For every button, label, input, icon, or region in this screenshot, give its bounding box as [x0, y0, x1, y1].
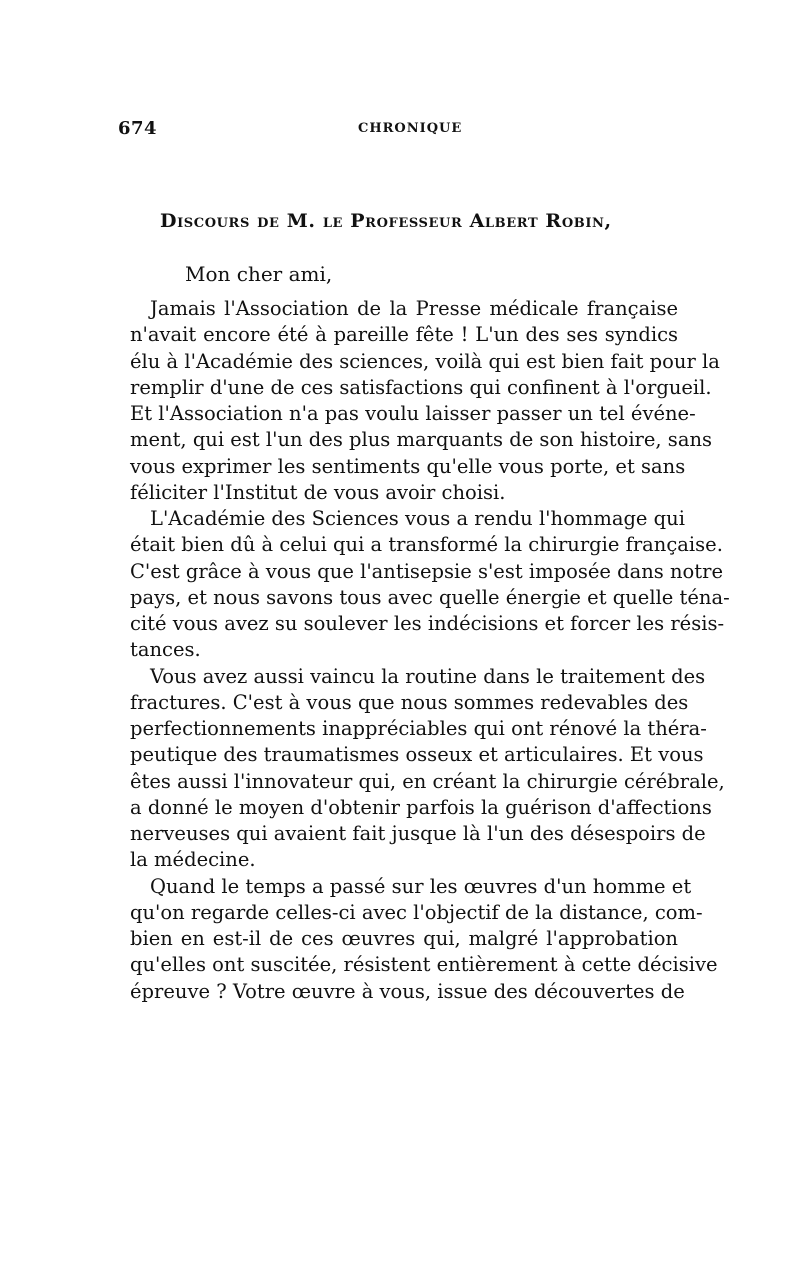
text-line: perfectionnements inappréciables qui ont rénové la théra-: [130, 717, 707, 740]
running-head: CHRONIQUE: [358, 121, 463, 136]
text-line: remplir d'une de ces satisfactions qui confinent à l'orgueil.: [130, 375, 712, 399]
text-line: était bien dû à celui qui a transformé la chirurgie française.: [130, 533, 723, 557]
text-line: épreuve ? Votre œuvre à vous, issue des découvertes de: [130, 979, 685, 1003]
text-line: qu'elles ont suscitée, résistent entièrement à cette décisive: [130, 953, 718, 977]
text-line: vous exprimer les sentiments qu'elle vous porte, et sans: [130, 454, 686, 478]
text-line: cité vous avez su soulever les indécisions et forcer les résis-: [130, 612, 725, 635]
text-line: Vous avez aussi vaincu la routine dans le traitement des: [150, 664, 706, 688]
page-header: [118, 118, 678, 142]
body-text: [130, 296, 730, 1005]
text-line: n'avait encore été à pareille fête ! L'un des ses syndics: [130, 323, 678, 347]
text-line: Quand le temps a passé sur les œuvres d'un homme et: [150, 874, 692, 898]
section-title: Discours de M. le Professeur Albert Robin,: [160, 210, 612, 232]
page-number: 674: [118, 118, 158, 139]
text-line: bien en est-il de ces œuvres qui, malgré l'approbation: [130, 927, 678, 950]
text-line: L'Académie des Sciences vous a rendu l'hommage qui: [150, 507, 685, 530]
text-line: êtes aussi l'innovateur qui, en créant la chirurgie cérébrale,: [130, 769, 725, 793]
text-line: qu'on regarde celles-ci avec l'objectif de la distance, com-: [130, 900, 703, 924]
text-line: élu à l'Académie des sciences, voilà qui est bien fait pour la: [130, 349, 720, 373]
text-line: a donné le moyen d'obtenir parfois la guérison d'affections: [130, 795, 712, 819]
text-line: C'est grâce à vous que l'antisepsie s'est imposée dans notre: [130, 559, 723, 583]
text-line: nerveuses qui avaient fait jusque là l'un des désespoirs de: [130, 822, 706, 845]
text-line: Et l'Association n'a pas voulu laisser passer un tel événe-: [130, 402, 696, 425]
text-line: la médecine.: [130, 848, 256, 872]
text-line: ment, qui est l'un des plus marquants de son histoire, sans: [130, 428, 713, 452]
text-line: peutique des traumatismes osseux et articulaires. Et vous: [130, 743, 704, 767]
text-line: Jamais l'Association de la Presse médicale française: [150, 297, 678, 320]
text-line: pays, et nous savons tous avec quelle énergie et quelle téna-: [130, 585, 730, 609]
text-line: fractures. C'est à vous que nous sommes redevables des: [130, 690, 689, 714]
text-line: tances.: [130, 638, 201, 662]
salutation: Mon cher ami,: [185, 262, 333, 286]
text-line: féliciter l'Institut de vous avoir choisi.: [130, 480, 506, 504]
